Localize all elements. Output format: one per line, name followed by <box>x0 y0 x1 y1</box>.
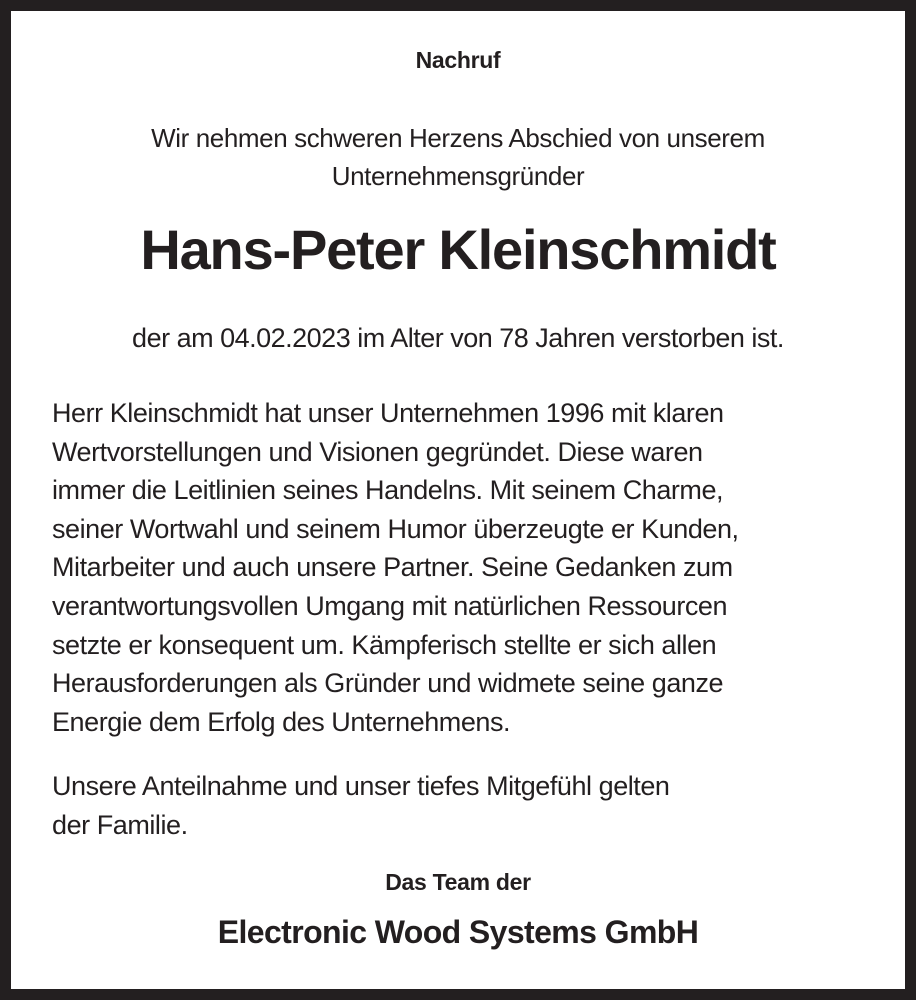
intro-line: Wir nehmen schweren Herzens Abschied von unserem <box>151 123 765 153</box>
signature-intro: Das Team der <box>385 869 531 895</box>
tribute-line: verantwortungsvollen Umgang mit natürlichen Ressourcen <box>52 590 728 621</box>
tribute-line: Energie dem Erfolg des Unternehmens. <box>52 706 511 737</box>
tribute-line: Mitarbeiter und auch unsere Partner. Seine Gedanken zum <box>52 552 733 583</box>
company-name: Electronic Wood Systems GmbH <box>217 914 699 950</box>
tribute-paragraph <box>52 394 872 741</box>
death-date-line: der am 04.02.2023 im Alter von 78 Jahren verstorben ist. <box>132 323 784 353</box>
intro-text <box>11 119 905 195</box>
notice-title: Nachruf <box>415 47 501 73</box>
obituary-notice <box>11 11 905 989</box>
tribute-line: immer die Leitlinien seines Handelns. Mit seinem Charme, <box>52 475 724 506</box>
tribute-line: Herausforderungen als Gründer und widmete seine ganze <box>52 668 724 699</box>
condolence-paragraph <box>52 767 872 844</box>
tribute-line: setzte er konsequent um. Kämpferisch stellte er sich allen <box>52 629 717 660</box>
deceased-name: Hans-Peter Kleinschmidt <box>140 218 776 281</box>
tribute-line: seiner Wortwahl und seinem Humor überzeugte er Kunden, <box>52 513 739 544</box>
tribute-line: Wertvorstellungen und Visionen gegründet. Diese waren <box>52 436 703 467</box>
condolence-line: der Familie. <box>52 809 188 840</box>
condolence-line: Unsere Anteilnahme und unser tiefes Mitgefühl gelten <box>52 771 670 801</box>
intro-line: Unternehmensgründer <box>331 161 585 191</box>
tribute-line: Herr Kleinschmidt hat unser Unternehmen 1996 mit klaren <box>52 398 724 428</box>
